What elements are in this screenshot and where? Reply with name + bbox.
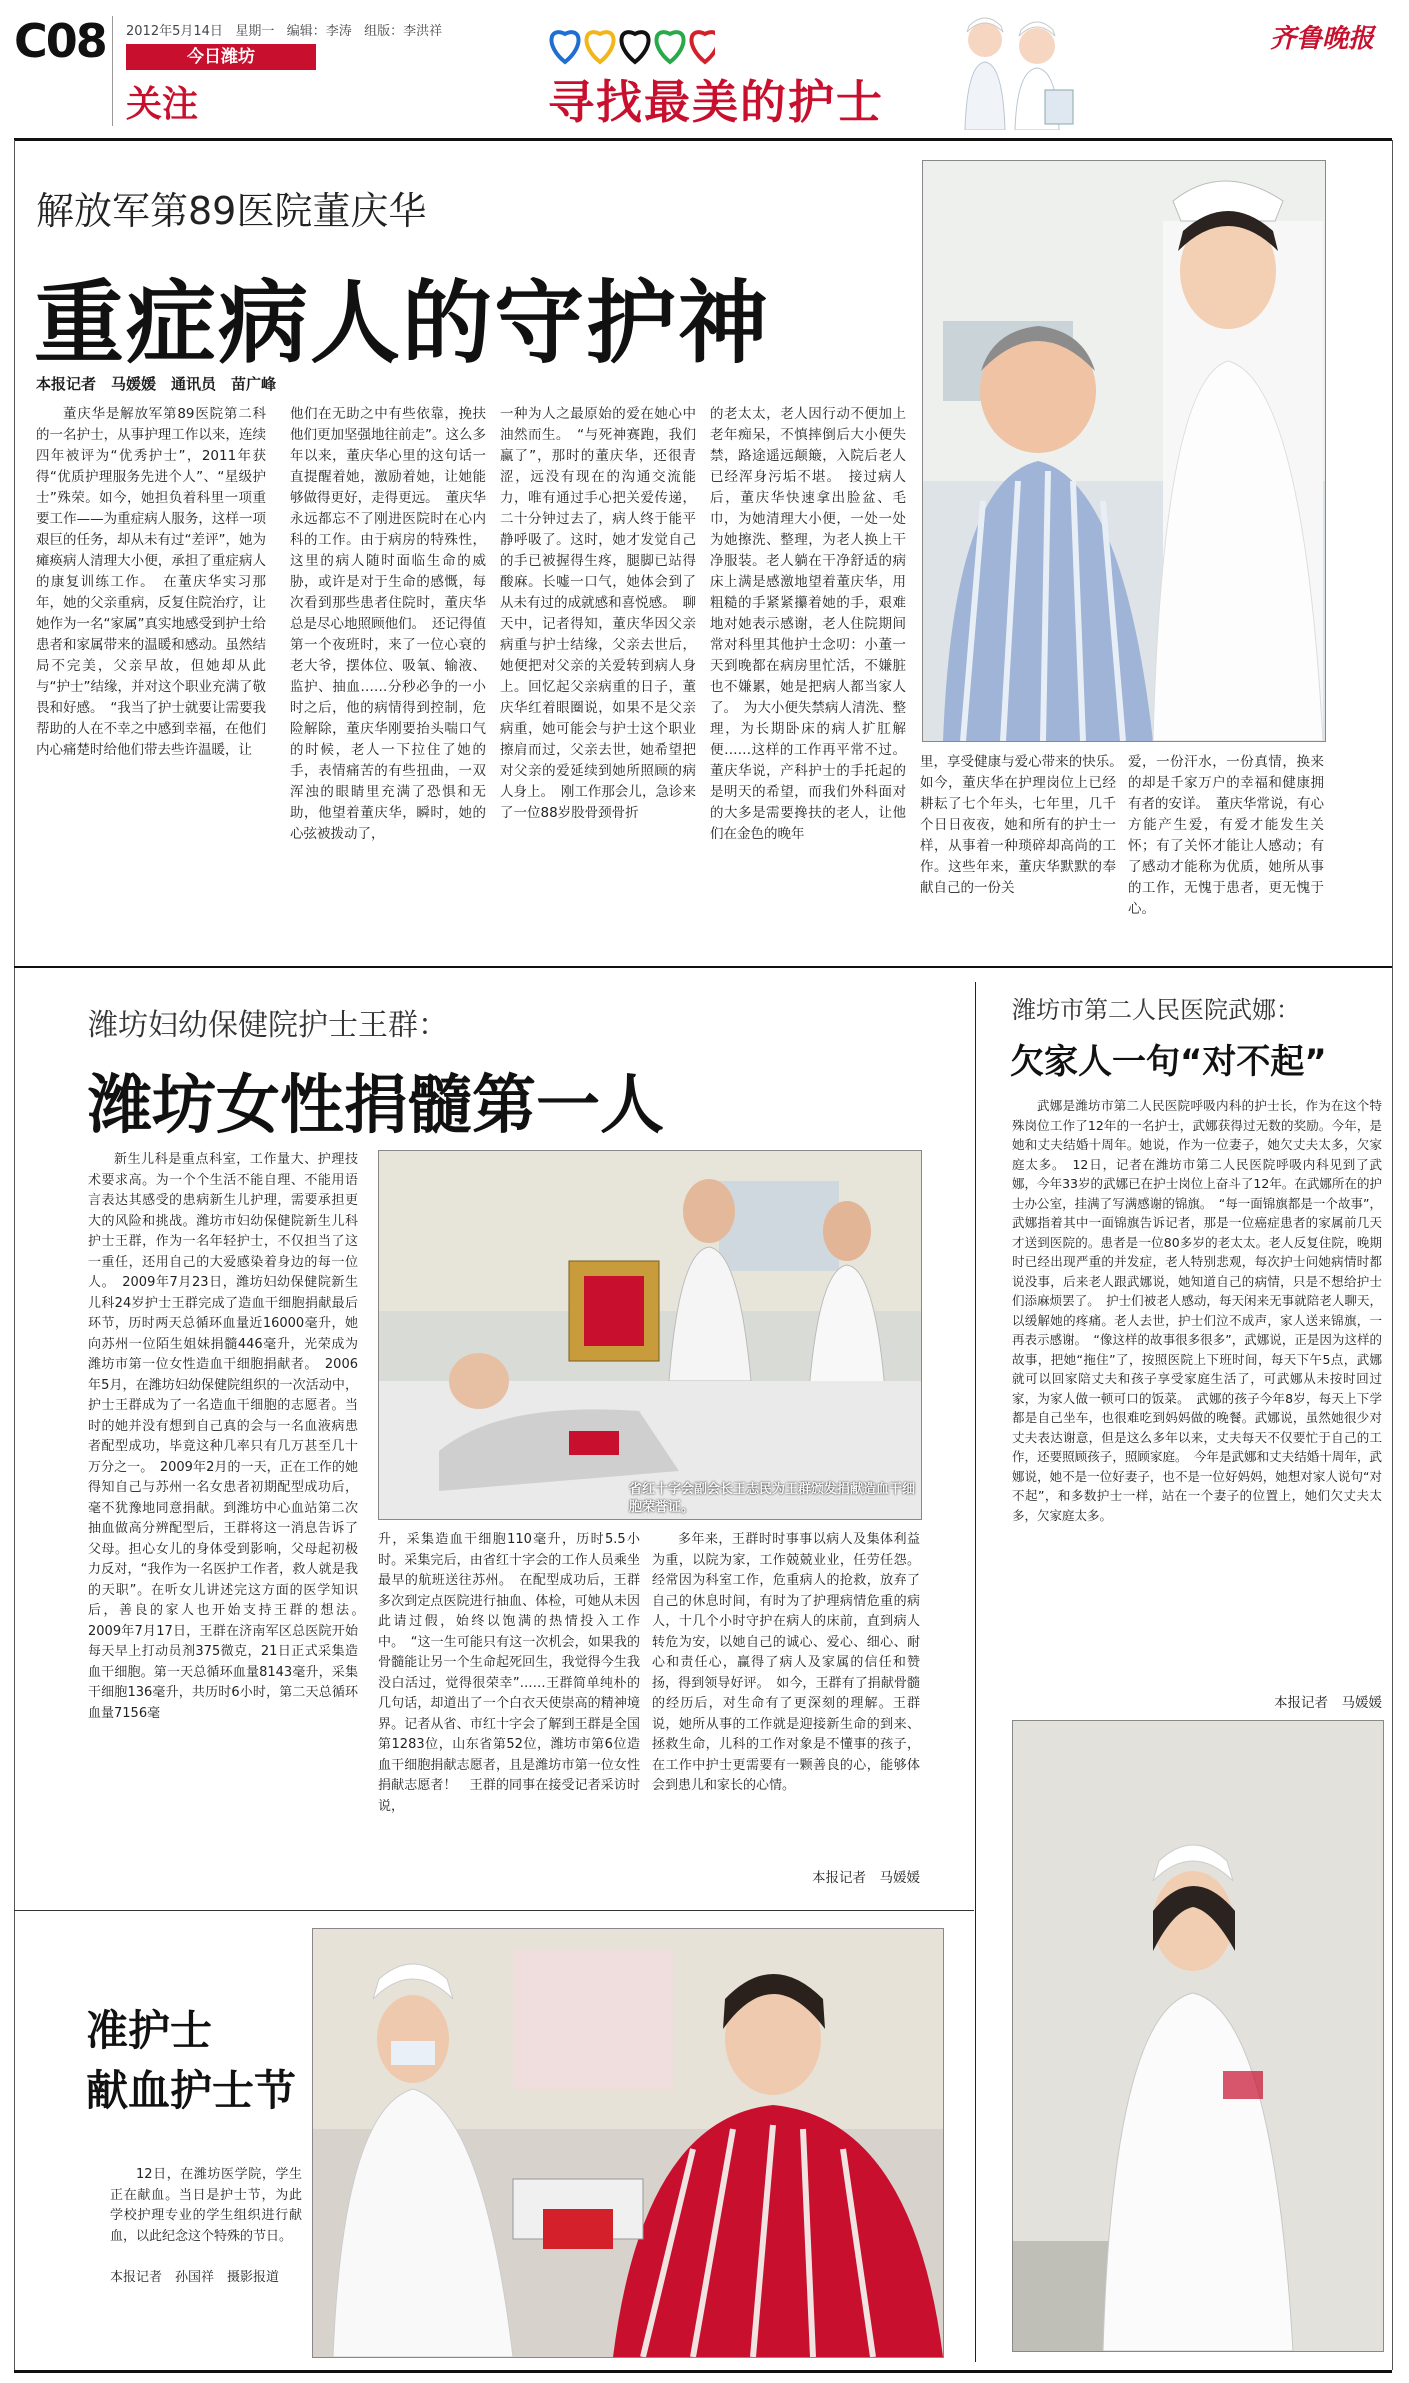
article2-col-3 — [652, 1530, 920, 1797]
article4-body-text: 12日，在潍坊医学院，学生正在献血。当日是护士节，为此学校护理专业的学生组织进行献血，以此纪念这个特殊的节日。 — [110, 2167, 302, 2244]
article3-headline: 欠家人一句“对不起” — [1010, 1042, 1327, 1082]
article2-col-1-text: 新生儿科是重点科室，工作量大、护理技术要求高。为一个个生活不能自理、不能用语言表达其感受的患病新生儿护理，需要承担更大的风险和挑战。潍坊市妇幼保健院新生儿科护士王群，作为一名年轻护士，不仅担当了这一重任，还用自己的大爱感染着身边的每一位人。 2009年7月23日，潍坊妇幼保健院新生儿科24岁护士王群完成了造血干细胞捐献最后环节，历时两天总循环血量近16000毫升，她向苏州一位陌生姐妹捐髓446毫升，光荣成为潍坊市第一位女性造血干细胞捐献者。 2006年5月，在潍坊妇幼保健院组织的一次活动中，护士王群成为了一名造血干细胞的志愿者。当时的她并没有想到自己真的会与一名血液病患者配型成功，毕竟这种几率只有几万甚至几十万分之一。 2009年2月的一天，正在工作的她得知自己与苏州一名女患者初期配型成功后，毫不犹豫地同意捐献。到潍坊中心血站第二次抽血做高分辨配型后，王群将这一消息告诉了父母。担心女儿的身体受到影响，父母起初极力反对，“我作为一名医护工作者，救人就是我的天职”。在听女儿讲述完这方面的医学知识后，善良的家人也开始支持王群的想法。 2009年7月17日，王群在济南军区总医院开始每天早上打动员剂375微克，21日正式采集造血干细胞。第一天总循环血量8143毫升，采集干细胞136毫升，共历时6小时，第二天总循环血量7156毫 — [88, 1152, 372, 1721]
masthead-rule — [14, 138, 1392, 141]
donation-ceremony-photo — [379, 1151, 921, 1519]
article4-credit-text: 本报记者 孙国祥 摄影报道 — [110, 2270, 280, 2285]
column-divider — [975, 982, 976, 2362]
nurse-with-patient-photo — [923, 161, 1325, 741]
issue-date — [126, 20, 442, 39]
article2-photo — [378, 1150, 922, 1520]
newspaper-logo: 齐鲁晚报 — [1270, 24, 1375, 54]
article2-photo-caption: 省红十字会副会长王志民为王群颁发捐献造血干细胞荣誉证。 — [629, 1482, 916, 1515]
article1-col-4-text: 的老太太，老人因行动不便加上老年痴呆，不慎摔倒后大小便失禁，路途遥远颠簸，入院后老人已经浑身污垢不堪。 接过病人后，董庆华快速拿出脸盆、毛巾，为她清理大小便，一处一处为她擦洗、整理，为老人换上干净服装。老人躺在干净舒适的病床上满是感激地望着董庆华，用粗糙的手紧紧攥着她的手，艰难地对她表示感谢，老人住院期间常对科里其他护士念叨：小董一天到晚都在病房里忙活，不嫌脏也不嫌累，她是把病人都当家人了。 为大小便失禁病人清洗、整理，为长期卧床的病人扩肛解便……这样的工作再平常不过。董庆华说，产科护士的手托起的是明天的希望，而我们外科面对的大多是需要搀扶的老人，让他们在金色的晚年 — [710, 406, 906, 842]
article4-headline-line2: 献血护士节 — [86, 2066, 297, 2115]
article1-col-1 — [36, 404, 266, 761]
article1-byline: 本报记者 马媛媛 通讯员 苗广峰 — [36, 375, 277, 393]
article2-kicker: 潍坊妇幼保健院护士王群： — [88, 1008, 448, 1043]
article1-col-1-text: 董庆华是解放军第89医院第二科的一名护士，从事护理工作以来，连续四年被评为“优秀护士”，2011年获得“优质护理服务先进个人”、“星级护士”殊荣。如今，她担负着科里一项重要工作——为重症病人服务，这样一项艰巨的任务，却从未有过“差评”，她为瘫痪病人清理大小便，承担了重症病人的康复训练工作。 在董庆华实习那年，她的父亲重病，反复住院治疗，让她作为一名“家属”真实地感受到护士给患者和家属带来的温暖和感动。虽然结局不完美，父亲早故，但她却从此与“护士”结缘，并对这个职业充满了敬畏和好感。 “我当了护士就要让需要我帮助的人在不幸之中感到幸福，在他们内心痛楚时给他们带去些许温暖，让 — [36, 406, 266, 758]
weekday: 星期一 — [235, 24, 275, 39]
article1-col-2-text: 他们在无助之中有些依靠，挽扶他们更加坚强地往前走”。这么多年以来，董庆华心里的这句话一直提醒着她，激励着她，让她能够做得更好，走得更远。 董庆华永远都忘不了刚进医院时在心内科的工作。由于病房的特殊性，这里的病人随时面临生命的威胁，或许是对于生命的感慨，每次看到那些患者住院时，董庆华总是尽心地照顾他们。 还记得值第一个夜班时，来了一位心衰的老大爷，摆体位、吸氧、输液、监护、抽血……分秒必争的一小时之后，他的病情得到控制，危险解除，董庆华刚要抬头喘口气的时候，老人一下拉住了她的手，表情痛苦的有些扭曲，一双浑浊的眼睛里充满了恐惧和无助，他望着董庆华，瞬时，她的心弦被拨动了， — [290, 406, 486, 842]
article1-headline: 重症病人的守护神 — [34, 271, 770, 376]
nurse-illustration — [945, 10, 1085, 130]
right-border — [1392, 140, 1393, 2370]
left-border — [14, 140, 15, 2370]
article3-kicker: 潍坊市第二人民医院武娜： — [1012, 996, 1300, 1024]
article2-col-2 — [378, 1530, 640, 1817]
article1-col-6-text: 爱，一份汗水，一份真情，换来的却是千家万户的幸福和健康拥有者的安详。 董庆华常说，有心方能产生爱，有爱才能发生关怀；有了关怀才能让人感动；有了感动才能称为优质，她所从事的工作，无愧于患者，更无愧于心。 — [1128, 754, 1324, 917]
article1-col-5-text: 里，享受健康与爱心带来的快乐。 如今，董庆华在护理岗位上已经耕耘了七个年头，七年里，几千个日日夜夜，她和所有的护士一样，从事着一种琐碎却高尚的工作。这些年来，董庆华默默的奉献自己的一份关 — [920, 754, 1130, 896]
masthead-divider — [112, 16, 113, 126]
article3-credit: 本报记者 马媛媛 — [1274, 1695, 1382, 1711]
article1-kicker: 解放军第89医院董庆华 — [36, 189, 427, 233]
layout-editor: 组版：李洪祥 — [364, 24, 443, 39]
article2-col-2-text: 升，采集造血干细胞110毫升，历时5.5小时。采集完后，由省红十字会的工作人员乘坐最早的航班送往苏州。 在配型成功后，王群多次到定点医院进行抽血、体检，可她从未因此请过假，始终以饱满的热情投入工作中。 “这一生可能只有这一次机会，如果我的骨髓能让另一个生命起死回生，我觉得今生我没白活过，觉得很荣幸”……王群简单纯朴的几句话，却道出了一个白衣天使崇高的精神境界。记者从省、市红十字会了解到王群是全国第1283位，山东省第52位，潍坊市第6位造血干细胞捐献志愿者，且是潍坊市第一位女性捐献志愿者！ 王群的同事在接受记者采访时说， — [378, 1532, 640, 1814]
article2-credit: 本报记者 马媛媛 — [812, 1870, 920, 1886]
article4-headline-line1: 准护士 — [86, 2006, 213, 2055]
heart-icon — [656, 32, 683, 62]
article1-col-4 — [710, 404, 906, 845]
article1-col-2 — [290, 404, 486, 845]
campaign-title: 寻找最美的护士 — [548, 75, 884, 129]
article1-col-3-text: 一种为人之最原始的爱在她心中油然而生。 “与死神赛跑，我们赢了”，那时的董庆华，还很青涩，远没有现在的沟通交流能力，唯有通过手心把关爱传递，二十分钟过去了，病人终于能平静呼吸了。这时，她才发觉自己的手已被握得生疼，腿脚已站得酸麻。长嘘一口气，她体会到了从未有过的成就感和喜悦感。 聊天中，记者得知，董庆华因父亲病重与护士结缘，父亲去世后，她便把对父亲的关爱转到病人身上。回忆起父亲病重的日子，董庆华红着眼圈说，如果不是父亲病重，她可能会与护士这个职业擦肩而过，父亲去世，她希望把对父亲的爱延续到她所照顾的病人身上。 刚工作那会儿，急诊来了一位88岁股骨颈骨折 — [500, 406, 696, 821]
article4-credit — [110, 2268, 302, 2289]
date: 2012年5月14日 — [126, 24, 223, 39]
blood-donation-photo — [313, 1929, 943, 2357]
article2-col-1 — [88, 1150, 372, 1724]
page-bottom-rule — [14, 2370, 1392, 2373]
article1-photo — [922, 160, 1326, 742]
article3-body — [1012, 1096, 1382, 1525]
article4-body — [110, 2165, 302, 2247]
section-tab[interactable]: 今日潍坊 — [126, 44, 316, 70]
heart-icon — [621, 32, 648, 62]
page-number: C08 — [14, 14, 106, 68]
article1-bottom-rule — [14, 966, 1392, 968]
article1-col-5 — [920, 752, 1130, 899]
article3-photo — [1012, 1720, 1384, 2352]
article2-col-3-text: 多年来，王群时时事事以病人及集体利益为重，以院为家，工作兢兢业业，任劳任怨。经常因为科室工作，危重病人的抢救，放弃了自己的休息时间，有时为了护理病情危重的病人，十几个小时守护在病人的床前，直到病人转危为安，以她自己的诚心、爱心、细心、耐心和责任心，赢得了病人及家属的信任和赞扬，得到领导好评。 如今，王群有了捐献骨髓的经历后，对生命有了更深刻的理解。王群说，她所从事的工作就是迎接新生命的到来、拯救生命，儿科的工作对象是不懂事的孩子，在工作中护士更需要有一颗善良的心，能够体会到患儿和家长的心情。 — [652, 1532, 920, 1793]
column-name: 关注 — [126, 84, 199, 125]
article3-body-text: 武娜是潍坊市第二人民医院呼吸内科的护士长，作为在这个特殊岗位工作了12年的一名护士，武娜获得过无数的奖励。今年，是她和丈夫结婚十周年。她说，作为一位妻子，她欠丈夫太多，欠家庭太多。 12日，记者在潍坊市第二人民医院呼吸内科见到了武娜，今年33岁的武娜已在护士岗位上奋斗了12年。在武娜所在的护士办公室，挂满了写满感谢的锦旗。 “每一面锦旗都是一个故事”，武娜指着其中一面锦旗告诉记者，那是一位癌症患者的家属前几天才送到医院的。患者是一位80多岁的老太太。老人反复住院，晚期时已经出现严重的并发症，老人特别悲观，每次护士问她病情时都说没事，后来老人跟武娜说，她知道自己的病情，只是不想给护士们添麻烦罢了。 护士们被老人感动，每天闲来无事就陪老人聊天，以缓解她的疼痛。老人去世，护士们泣不成声，家人送来锦旗，一再表示感谢。 “像这样的故事很多很多”，武娜说，正是因为这样的故事，把她“拖住”了，按照医院上下班时间，每天下午5点，武娜就可以回家陪丈夫和孩子享受家庭生活了，可武娜从未按时回过家，为家人做一顿可口的饭菜。 武娜的孩子今年8岁，每天上下学都是自己坐车，也很难吃到妈妈做的晚餐。武娜说，虽然她很少对丈夫表达谢意，但是这么多年以来，丈夫每天不仅要忙于自己的工作，还要照顾孩子，照顾家庭。 今年是武娜和丈夫结婚十周年，武娜说，她不是一位好妻子，也不是一位好妈妈，她想对家人说句“对不起”，和多数护士一样，站在一个妻子的位置上，她们欠丈夫太多，欠家庭太多。 — [1012, 1098, 1382, 1523]
article1-col-3 — [500, 404, 696, 824]
heart-icon — [551, 32, 578, 62]
heart-icon — [586, 32, 613, 62]
heart-icon — [691, 32, 715, 62]
nurse-portrait-photo — [1013, 1721, 1383, 2351]
heart-ribbon-logo — [545, 14, 715, 74]
article4-photo — [312, 1928, 944, 2358]
article2-headline: 潍坊女性捐髓第一人 — [88, 1069, 664, 1143]
article1-col-6 — [1128, 752, 1324, 920]
article2-bottom-rule — [14, 1910, 974, 1911]
editor: 编辑：李涛 — [286, 24, 352, 39]
